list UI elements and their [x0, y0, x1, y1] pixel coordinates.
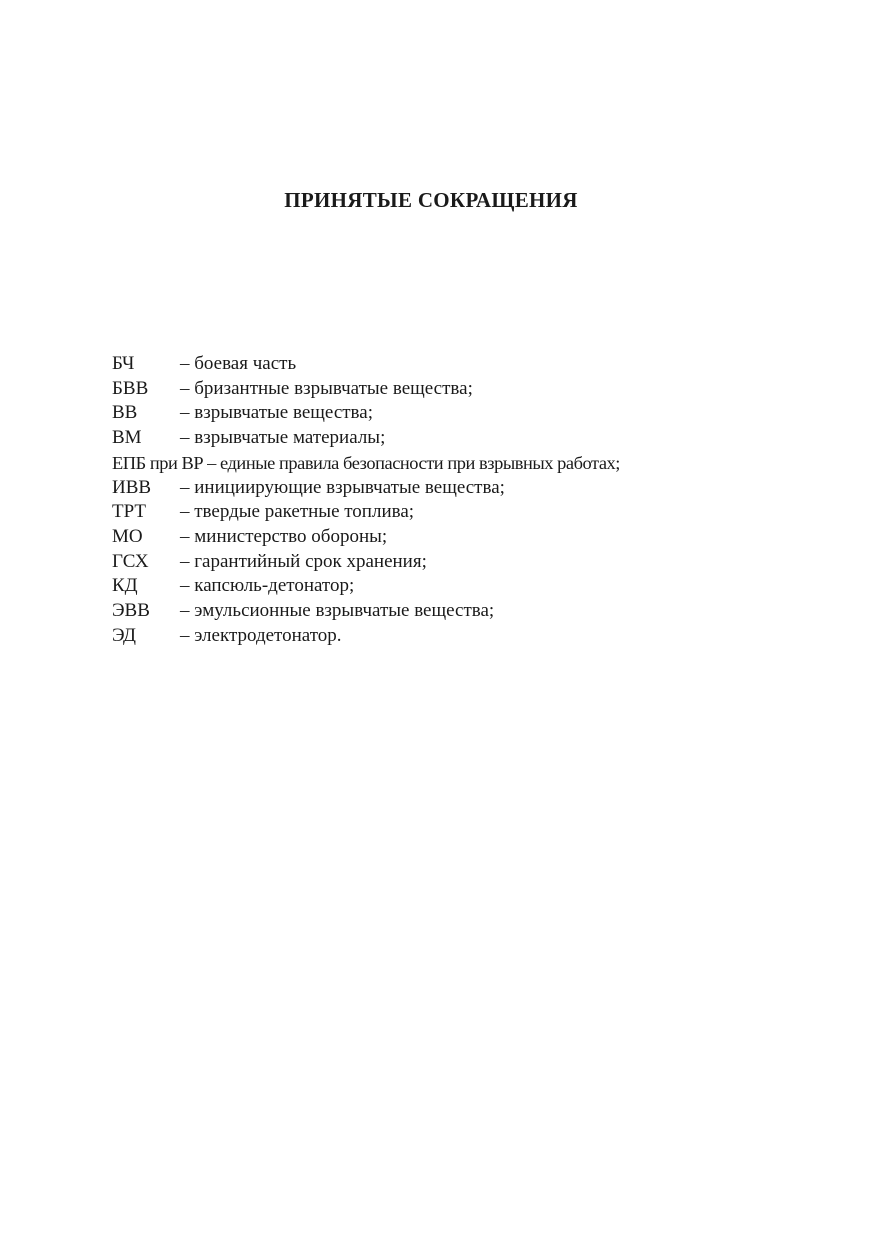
abbreviation-row	[112, 599, 772, 624]
abbreviation-row	[112, 624, 772, 649]
abbreviation-row	[112, 426, 772, 451]
abbreviation-definition: – капсюль-детонатор;	[180, 575, 355, 597]
abbreviation-term: БЧ	[112, 353, 135, 374]
abbreviation-definition: – взрывчатые вещества;	[180, 402, 373, 424]
abbreviation-list	[112, 352, 772, 648]
abbreviation-definition: – эмульсионные взрывчатые вещества;	[180, 600, 495, 622]
abbreviation-definition: – инициирующие взрывчатые вещества;	[180, 476, 505, 498]
abbreviation-term: ВМ	[112, 427, 142, 449]
abbreviation-row	[112, 451, 772, 476]
abbreviation-row	[112, 525, 772, 550]
abbreviation-term: ЭВВ	[112, 600, 150, 622]
abbreviation-row	[112, 500, 772, 525]
abbreviation-term: ЕПБ при ВР	[112, 452, 204, 473]
abbreviation-definition: – электродетонатор.	[180, 624, 342, 646]
page-title: ПРИНЯТЫЕ СОКРАЩЕНИЯ	[284, 188, 578, 212]
abbreviation-term: КД	[112, 575, 138, 597]
abbreviation-term: ИВВ	[112, 476, 152, 498]
abbreviation-row	[112, 476, 772, 501]
abbreviation-row	[112, 401, 772, 426]
abbreviation-row	[112, 574, 772, 599]
abbreviation-definition: – единые правила безопасности при взрывных работах;	[207, 452, 620, 473]
abbreviation-definition: – гарантийный срок хранения;	[180, 550, 427, 572]
abbreviation-definition: – министерство обороны;	[180, 525, 388, 547]
abbreviation-definition: – боевая часть	[180, 353, 297, 374]
abbreviation-term: ТРТ	[112, 501, 147, 523]
abbreviation-definition: – бризантные взрывчатые вещества;	[180, 377, 473, 399]
abbreviation-term: МО	[112, 525, 143, 547]
abbreviation-row	[112, 550, 772, 575]
abbreviation-term: ГСХ	[112, 550, 149, 572]
abbreviation-term: ВВ	[112, 402, 138, 424]
abbreviation-definition: – взрывчатые материалы;	[180, 427, 386, 449]
abbreviation-definition: – твердые ракетные топлива;	[180, 501, 415, 523]
abbreviation-term: ЭД	[112, 624, 136, 646]
abbreviation-row	[112, 377, 772, 402]
abbreviation-term: БВВ	[112, 377, 149, 399]
abbreviation-row	[112, 352, 772, 377]
